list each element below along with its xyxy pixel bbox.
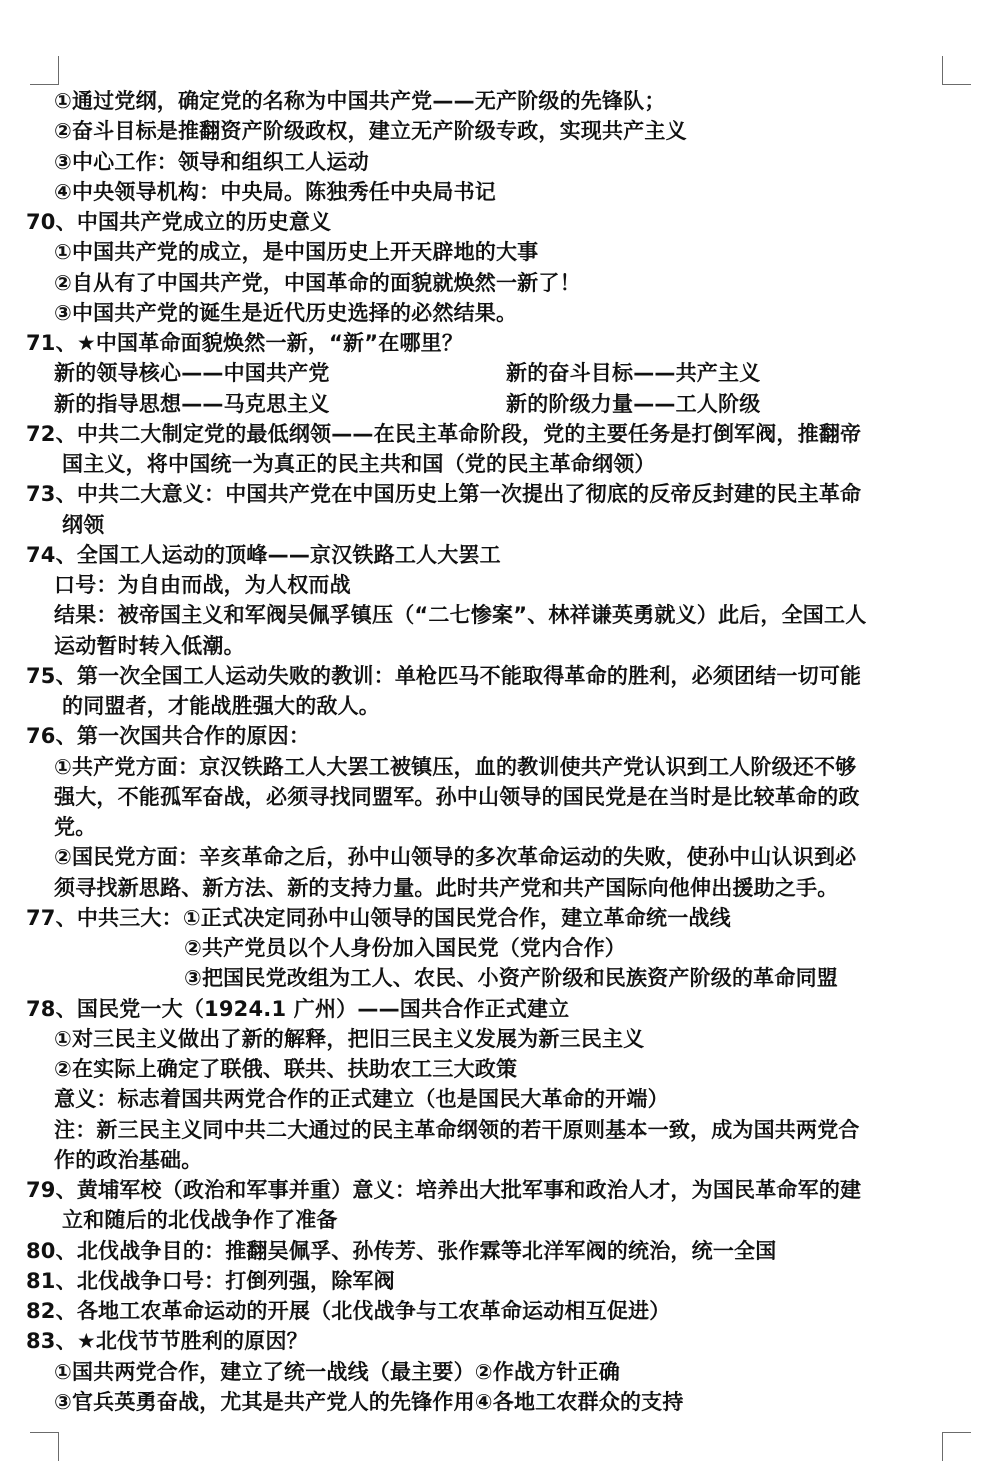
text-line: ①对三民主义做出了新的解释，把旧三民主义发展为新三民主义 — [54, 1026, 645, 1051]
text-line: ①通过党纲，确定党的名称为中国共产党——无产阶级的先锋队； — [54, 89, 666, 113]
text-cell: 新的阶级力量——工人阶级 — [506, 391, 761, 416]
text-line: 注：新三民主义同中共二大通过的民主革命纲领的若干原则基本一致，成为国共两党合 — [54, 1117, 860, 1142]
crop-mark-top-right — [942, 56, 971, 85]
text-line: 立和随后的北伐战争作了准备 — [62, 1208, 338, 1233]
section-heading: 78、国民党一大（1924.1 广州）——国共合作正式建立 — [26, 996, 570, 1021]
text-line: ②在实际上确定了联俄、联共、扶助农工三大政策 — [54, 1057, 518, 1081]
text-line: ①国共两党合作，建立了统一战线（最主要）②作战方针正确 — [54, 1359, 620, 1384]
two-column-row — [26, 358, 956, 388]
text-line: ②奋斗目标是推翻资产阶级政权，建立无产阶级专政，实现共产主义 — [54, 119, 687, 144]
section-heading: 77、中共三大：①正式决定同孙中山领导的国民党合作，建立革命统一战线 — [26, 905, 731, 930]
text-line: ②自从有了中国共产党，中国革命的面貌就焕然一新了！ — [54, 270, 581, 295]
section-heading: 71、★中国革命面貌焕然一新，“新”在哪里？ — [26, 331, 464, 355]
section-heading: 82、各地工农革命运动的开展（北伐战争与工农革命运动相互促进） — [26, 1299, 671, 1323]
two-column-row — [26, 389, 956, 419]
text-line: 国主义，将中国统一为真正的民主共和国（党的民主革命纲领） — [62, 452, 656, 476]
text-line: 运动暂时转入低潮。 — [54, 633, 245, 658]
text-line: ②共产党员以个人身份加入国民党（党内合作） — [184, 936, 626, 960]
section-heading: 83、★北伐节节胜利的原因？ — [26, 1329, 308, 1354]
text-line: 口号：为自由而战，为人权而战 — [54, 573, 351, 597]
section-heading: 76、第一次国共合作的原因： — [26, 724, 311, 749]
text-cell: 新的奋斗目标——共产主义 — [506, 361, 761, 386]
text-cell: 新的指导思想——马克思主义 — [54, 391, 330, 416]
text-line: ②国民党方面：辛亥革命之后，孙中山领导的多次革命运动的失败，使孙中山认识到必 — [54, 845, 857, 870]
text-line: 结果：被帝国主义和军阀吴佩孚镇压（“二七惨案”、林祥谦英勇就义）此后，全国工人 — [54, 603, 867, 628]
text-line: 意义：标志着国共两党合作的正式建立（也是国民大革命的开端） — [54, 1087, 669, 1112]
crop-mark-top-left — [30, 56, 59, 85]
section-heading: 73、中共二大意义：中国共产党在中国历史上第一次提出了彻底的反帝反封建的民主革命 — [26, 482, 862, 507]
text-line: 须寻找新思路、新方法、新的支持力量。此时共产党和共产国际向他伸出援助之手。 — [54, 875, 839, 900]
section-heading: 80、北伐战争目的：推翻吴佩孚、孙传芳、张作霖等北洋军阀的统治，统一全国 — [26, 1238, 777, 1263]
section-heading: 81、北伐战争口号：打倒列强，除军阀 — [26, 1268, 395, 1293]
section-heading: 79、黄埔军校（政治和军事并重）意义：培养出大批军事和政治人才，为国民革命军的建 — [26, 1178, 862, 1202]
text-line: ④中央领导机构：中央局。陈独秀任中央局书记 — [54, 179, 496, 204]
crop-mark-bottom-left — [30, 1432, 59, 1461]
text-line: 作的政治基础。 — [54, 1147, 203, 1172]
text-line: ③把国民党改组为工人、农民、小资产阶级和民族资产阶级的革命同盟 — [184, 966, 838, 991]
section-heading: 72、中共二大制定党的最低纲领——在民主革命阶段，党的主要任务是打倒军阀，推翻帝 — [26, 421, 862, 446]
text-line: ③中心工作：领导和组织工人运动 — [54, 149, 369, 174]
text-line: ③官兵英勇奋战，尤其是共产党人的先锋作用④各地工农群众的支持 — [54, 1389, 684, 1414]
text-line: 纲领 — [62, 512, 105, 537]
text-line: 的同盟者，才能战胜强大的敌人。 — [62, 694, 380, 718]
study-notes — [26, 86, 956, 1417]
section-heading: 75、第一次全国工人运动失败的教训：单枪匹马不能取得革命的胜利，必须团结一切可能 — [26, 663, 862, 688]
text-line: 党。 — [54, 815, 97, 839]
text-line: ①中国共产党的成立，是中国历史上开天辟地的大事 — [54, 240, 539, 265]
section-heading: 74、全国工人运动的顶峰——京汉铁路工人大罢工 — [26, 542, 501, 567]
section-heading: 70、中国共产党成立的历史意义 — [26, 210, 332, 234]
crop-mark-bottom-right — [942, 1432, 971, 1461]
text-line: 强大，不能孤军奋战，必须寻找同盟军。孙中山领导的国民党是在当时是比较革命的政 — [54, 784, 860, 809]
text-line: ①共产党方面：京汉铁路工人大罢工被镇压，血的教训使共产党认识到工人阶级还不够 — [54, 754, 857, 779]
text-cell: 新的领导核心——中国共产党 — [54, 361, 330, 386]
text-line: ③中国共产党的诞生是近代历史选择的必然结果。 — [54, 300, 518, 325]
